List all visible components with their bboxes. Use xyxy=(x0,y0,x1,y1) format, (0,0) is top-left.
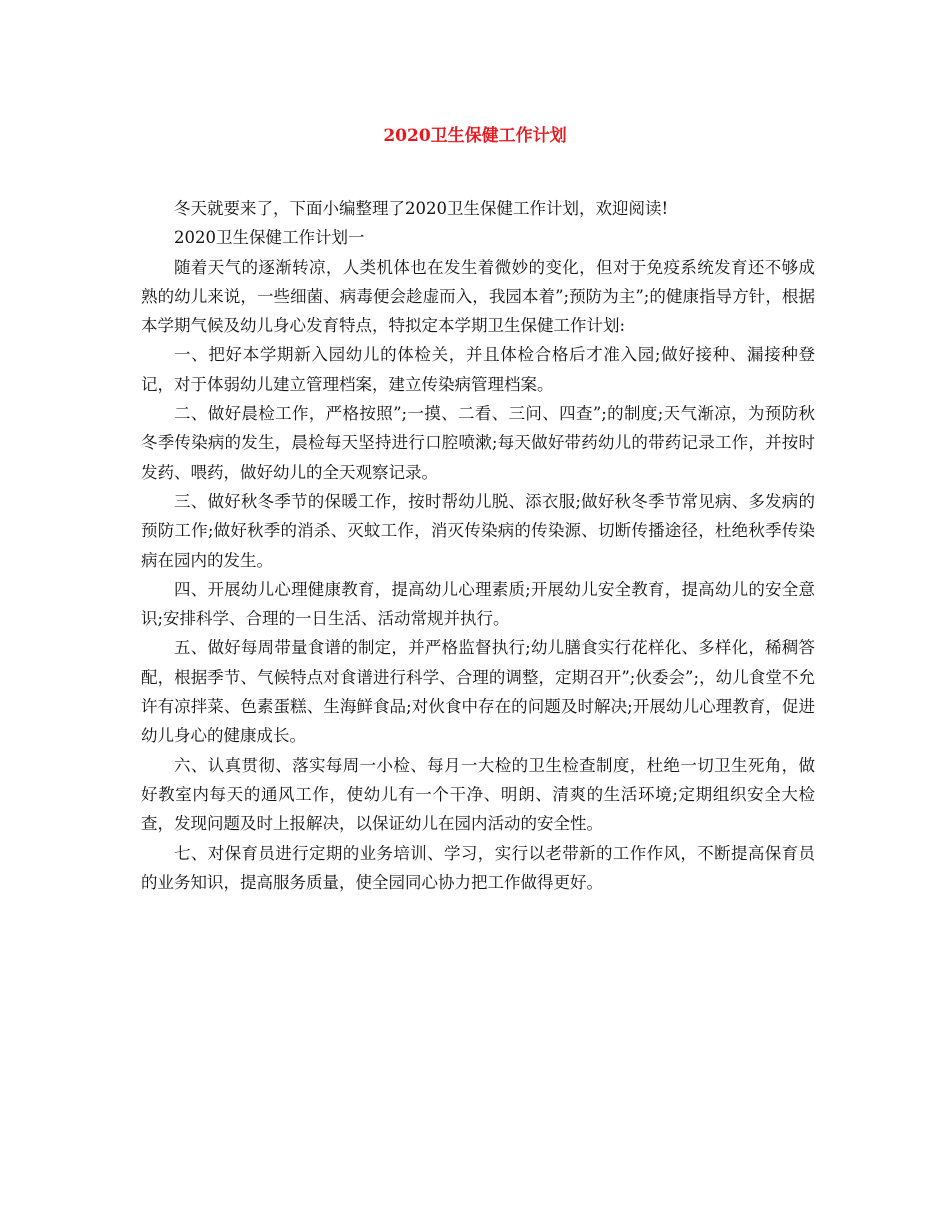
intro-paragraph: 冬天就要来了，下面小编整理了2020卫生保健工作计划，欢迎阅读! xyxy=(174,199,669,218)
body-paragraph: 七、对保育员进行定期的业务培训、学习，实行以老带新的工作作风，不断提高保育员的业务知识，提高服务质量，使全园同心协力把工作做得更好。 xyxy=(141,843,815,892)
section-heading: 2020卫生保健工作计划一 xyxy=(174,228,365,248)
body-paragraph: 三、做好秋冬季节的保暖工作，按时帮幼儿脱、添衣服;做好秋冬季节常见病、多发病的预防工作;做好秋季的消杀、灭蚊工作，消灭传染病的传染源、切断传播途径，杜绝秋季传染病在园内的发生。 xyxy=(141,491,815,570)
body-paragraph: 四、开展幼儿心理健康教育，提高幼儿心理素质;开展幼儿安全教育，提高幼儿的安全意识;安排科学、合理的一日生活、活动常规并执行。 xyxy=(141,579,815,629)
document-title: 2020卫生保健工作计划 xyxy=(383,126,567,146)
body-paragraph: 六、认真贯彻、落实每周一小检、每月一大检的卫生检查制度，杜绝一切卫生死角，做好教室内每天的通风工作，使幼儿有一个干净、明朗、清爽的生活环境;定期组织安全大检查，发现问题及时上报解决，以保证幼儿在园内活动的安全性。 xyxy=(141,755,815,834)
body-paragraph: 二、做好晨检工作，严格按照”;一摸、二看、三问、四查”;的制度;天气渐凉，为预防秋冬季传染病的发生，晨检每天坚持进行口腔喷漱;每天做好带药幼儿的带药记录工作，并按时发药、喂药，做好幼儿的全天观察记录。 xyxy=(141,404,815,482)
body-paragraph: 随着天气的逐渐转凉，人类机体也在发生着微妙的变化，但对于免疫系统发育还不够成熟的幼儿来说，一些细菌、病毒便会趁虚而入，我园本着”;预防为主”;的健康指导方针，根据本学期气候及幼儿身心发育特点，特拟定本学期卫生保健工作计划: xyxy=(141,257,815,336)
document-body xyxy=(141,194,815,897)
body-paragraph: 五、做好每周带量食谱的制定，并严格监督执行;幼儿膳食实行花样化、多样化，稀稠答配，根据季节、气候特点对食谱进行科学、合理的调整，定期召开”;伙委会”;，幼儿食堂不允许有凉拌菜、色素蛋糕、生海鲜食品;对伙食中存在的问题及时解决;开展幼儿心理教育，促进幼儿身心的健康成长。 xyxy=(141,638,815,746)
body-paragraph: 一、把好本学期新入园幼儿的体检关，并且体检合格后才准入园;做好接种、漏接种登记，对于体弱幼儿建立管理档案，建立传染病管理档案。 xyxy=(141,345,815,394)
